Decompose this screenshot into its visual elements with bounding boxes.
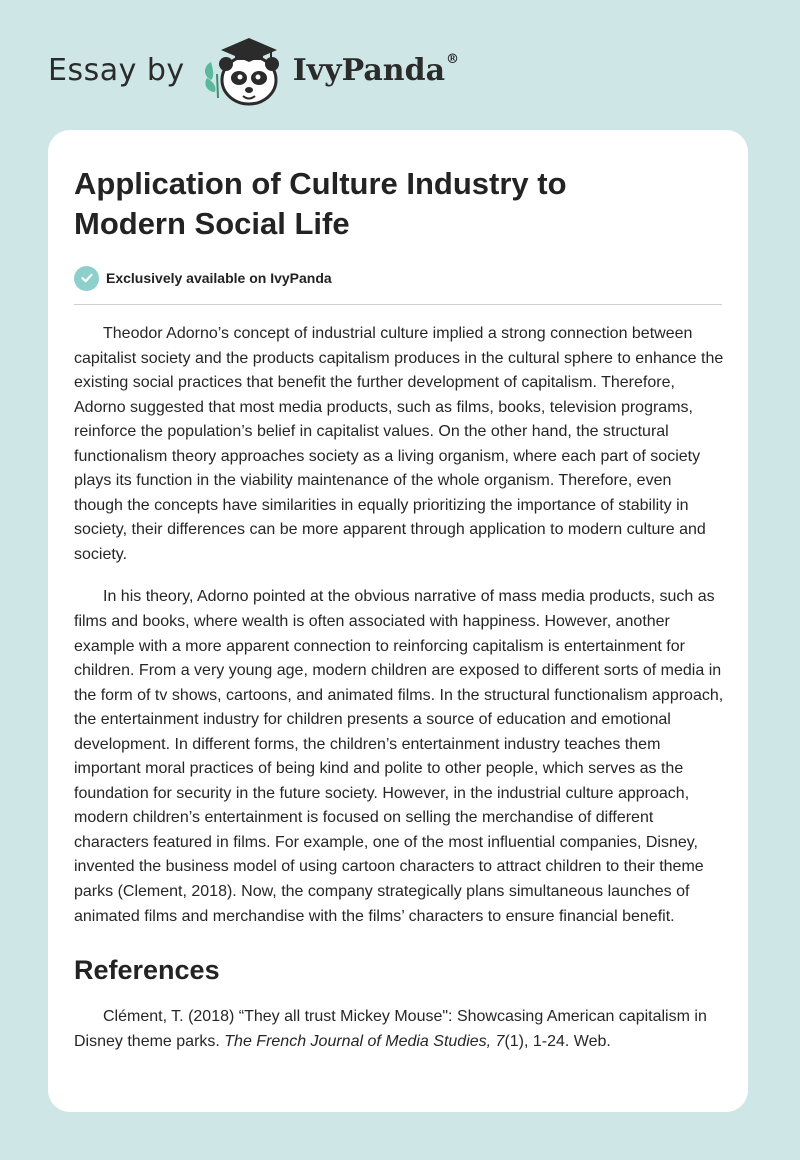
title-divider — [74, 304, 722, 305]
essay-by-label: Essay by — [48, 52, 185, 88]
brand-name[interactable] — [293, 53, 459, 88]
reference-issue-pages: (1), 1-24. Web. — [504, 1032, 611, 1050]
exclusive-badge-label: Exclusively available on IvyPanda — [106, 270, 332, 286]
essay-paragraph: Theodor Adorno’s concept of industrial culture implied a strong connection between capitalist society and the products capitalism produces in the cultural sphere to enhance the existing social practices that benefit the further development of capitalism. Therefore, Adorno suggested that most media products, such as films, books, television programs, reinforce the population’s belief in capitalist values. On the other hand, the structural functionalism theory approaches society as a living organism, where each part of society plays its function in the viability maintenance of the whole organism. Therefore, even though the concepts have similarities in equally prioritizing the importance of stability in society, their differences can be more apparent through application to modern culture and society. — [74, 325, 724, 563]
panda-logo-icon[interactable] — [201, 30, 289, 110]
registered-mark: ® — [446, 51, 460, 67]
essay-paragraph: In his theory, Adorno pointed at the obvious narrative of mass media products, such as films and books, where wealth is often associated with happiness. However, another example with a more apparent connection to reinforcing capitalism is entertainment for children. From a very young age, modern children are exposed to different sorts of media in the form of tv shows, cartoons, and animated films. In the structural functionalism approach, the entertainment industry for children presents a source of education and emotional development. In different forms, the children’s entertainment industry teaches them important moral practices of being kind and polite to other people, which serves as the foundation for security in the future society. However, in the industrial culture approach, modern children’s entertainment is focused on selling the merchandise of different characters featured in films. For example, one of the most influential companies, Disney, invented the business model of using cartoon characters to attract children to their theme parks (Clement, 2018). Now, the company strategically plans simultaneous launches of animated films and merchandise with the films’ characters to ensure financial benefit. — [74, 588, 724, 925]
reference-entry — [74, 1005, 724, 1054]
site-header — [48, 30, 459, 110]
brand-label: IvyPanda — [292, 52, 446, 88]
exclusive-badge — [74, 264, 722, 292]
check-circle-icon — [74, 266, 99, 291]
reference-journal: The French Journal of Media Studies, 7 — [224, 1032, 505, 1050]
essay-title: Application of Culture Industry to Modern Social Life — [74, 166, 567, 241]
references-heading: References — [74, 955, 220, 986]
reference-authors-title: Clément, T. (2018) “They all trust Mickey Mouse": Showcasing American capitalism in Disney theme parks. — [74, 1008, 707, 1050]
essay-card — [48, 130, 748, 1112]
